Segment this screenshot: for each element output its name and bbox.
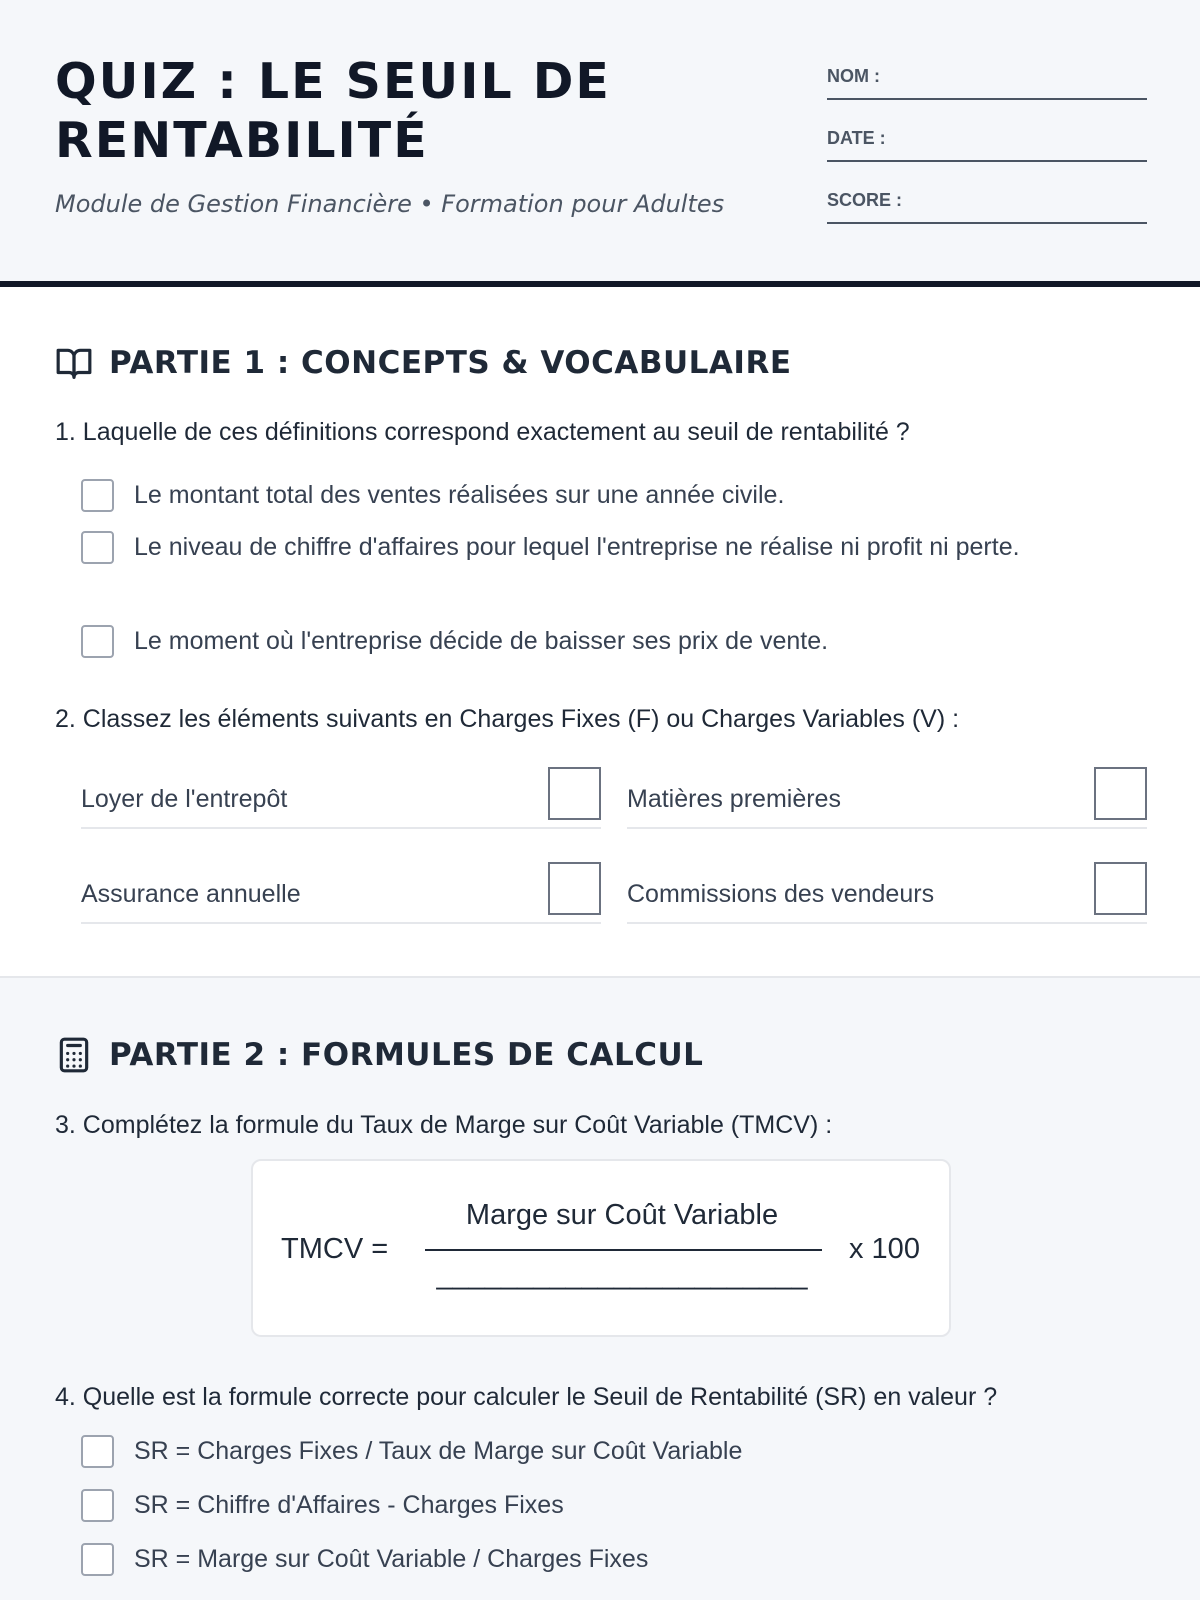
checkbox[interactable] [81,625,114,658]
calculator-icon [55,1036,93,1074]
answer-box[interactable] [548,767,601,820]
answer-box[interactable] [1094,862,1147,915]
question-3: 3. Complétez la formule du Taux de Marge sur Coût Variable (TMCV) : [55,1111,833,1139]
option-label: SR = Marge sur Coût Variable / Charges Fixes [134,1545,649,1573]
classify-item-label: Matières premières [627,785,841,813]
question-1: 1. Laquelle de ces définitions correspond exactement au seuil de rentabilité ? [55,418,910,446]
classify-item-label: Assurance annuelle [81,880,301,908]
checkbox[interactable] [81,1543,114,1576]
classify-row [81,862,601,924]
classify-row [627,767,1147,829]
q1-option-c[interactable] [81,621,1131,661]
page-title: QUIZ : LE SEUIL DE RENTABILITÉ [55,53,611,169]
checkbox[interactable] [81,1435,114,1468]
answer-box[interactable] [1094,767,1147,820]
option-label: SR = Chiffre d'Affaires - Charges Fixes [134,1491,564,1519]
checkbox[interactable] [81,1489,114,1522]
score-label: SCORE : [827,190,903,210]
option-label: Le montant total des ventes réalisées sur une année civile. [134,481,785,509]
formula-lhs: TMCV = [281,1233,389,1265]
name-field[interactable] [827,62,1147,100]
q4-option-c[interactable] [81,1539,1131,1579]
part2-title: PARTIE 2 : FORMULES DE CALCUL [109,1037,704,1073]
classify-row [81,767,601,829]
q1-option-b[interactable] [81,527,1131,567]
q4-option-a[interactable] [81,1431,1131,1471]
part2-heading [55,1036,703,1074]
book-icon [55,344,93,382]
formula-numerator: Marge sur Coût Variable [465,1199,779,1231]
formula-box [251,1159,951,1337]
fraction-bar [425,1249,822,1251]
q1-option-a[interactable] [81,475,1131,515]
option-label: Le niveau de chiffre d'affaires pour lequel l'entreprise ne réalise ni profit ni perte. [134,533,1020,561]
question-2: 2. Classez les éléments suivants en Charges Fixes (F) ou Charges Variables (V) : [55,705,960,733]
answer-box[interactable] [548,862,601,915]
page-subtitle: Module de Gestion Financière • Formation pour Adultes [55,190,725,218]
date-field[interactable] [827,124,1147,162]
score-field[interactable] [827,186,1147,224]
classify-row [627,862,1147,924]
classify-item-label: Commissions des vendeurs [627,880,935,908]
quiz-header [0,0,1200,287]
part1-heading [55,344,792,382]
part1-title: PARTIE 1 : CONCEPTS & VOCABULAIRE [109,345,792,381]
formula-rhs: x 100 [849,1233,920,1265]
q4-option-b[interactable] [81,1485,1131,1525]
checkbox[interactable] [81,531,114,564]
option-label: SR = Charges Fixes / Taux de Marge sur Coût Variable [134,1437,743,1465]
name-label: NOM : [827,66,880,86]
classify-item-label: Loyer de l'entrepôt [81,785,288,813]
option-label: Le moment où l'entreprise décide de baisser ses prix de vente. [134,627,829,655]
date-label: DATE : [827,128,886,148]
question-4: 4. Quelle est la formule correcte pour calculer le Seuil de Rentabilité (SR) en valeur ? [55,1383,998,1411]
checkbox[interactable] [81,479,114,512]
formula-denominator-blank[interactable]: _______________________ [436,1259,808,1291]
